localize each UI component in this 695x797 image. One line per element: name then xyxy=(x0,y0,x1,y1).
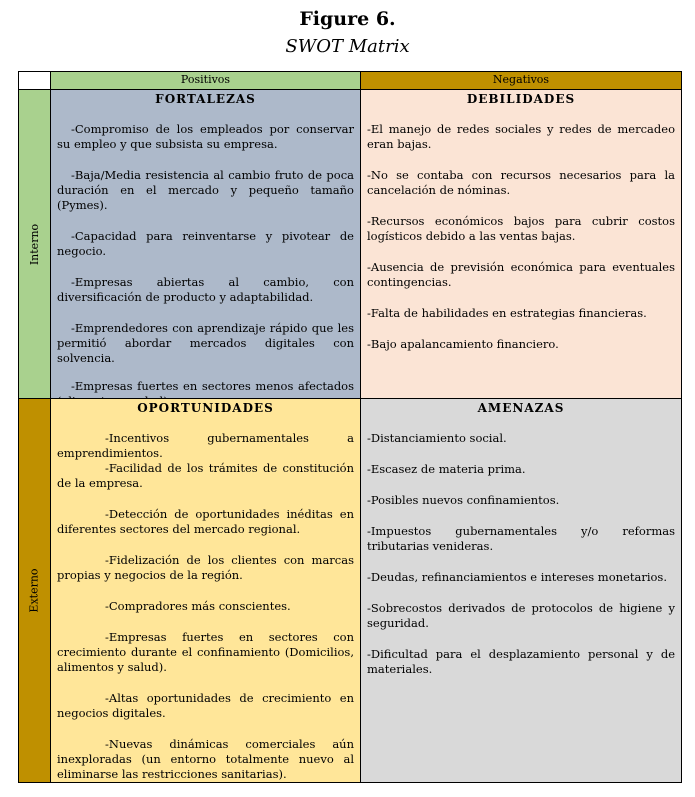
debilidades-title: DEBILIDADES xyxy=(466,92,576,106)
fortaleza-item: -Empresas abiertas al cambio, con diversificación de producto y adaptabilidad. xyxy=(57,275,354,304)
oportunidad-item: -Fidelización de los clientes con marcas propias y negocios de la región. xyxy=(57,553,354,582)
amenaza-item: -Impuestos gubernamentales y/o reformas tributarias venideras. xyxy=(367,524,675,553)
interno-header xyxy=(18,89,51,399)
amenaza-item: -Escasez de materia prima. xyxy=(367,462,526,476)
negativos-header: Negativos xyxy=(360,71,682,90)
fortalezas-quadrant xyxy=(50,89,361,399)
amenaza-item: -Posibles nuevos confinamientos. xyxy=(367,493,560,507)
figure-number: Figure 6. xyxy=(299,8,396,30)
amenazas-title: AMENAZAS xyxy=(477,401,565,415)
oportunidad-item: -Detección de oportunidades inéditas en diferentes sectores del mercado regional. xyxy=(57,507,354,536)
debilidad-item: -Ausencia de previsión económica para eventuales contingencias. xyxy=(367,260,675,289)
oportunidad-item: -Incentivos gubernamentales a emprendimientos. xyxy=(57,431,354,460)
fortaleza-item: -Capacidad para reinventarse y pivotear de negocio. xyxy=(57,229,354,258)
amenazas-quadrant xyxy=(360,398,682,783)
oportunidad-item: -Facilidad de los trámites de constitución de la empresa. xyxy=(57,461,354,490)
oportunidades-quadrant xyxy=(50,398,361,783)
interno-label: Interno xyxy=(28,223,42,265)
fortaleza-item: -Emprendedores con aprendizaje rápido que les permitió abordar mercados digitales con solvencia. xyxy=(57,321,354,365)
externo-label: Externo xyxy=(28,568,42,613)
amenaza-item: -Dificultad para el desplazamiento personal y de materiales. xyxy=(367,647,675,676)
debilidad-item: -Recursos económicos bajos para cubrir costos logísticos debido a las ventas bajas. xyxy=(367,214,675,243)
oportunidad-item: -Altas oportunidades de crecimiento en negocios digitales. xyxy=(57,691,354,720)
debilidad-item: -No se contaba con recursos necesarios para la cancelación de nóminas. xyxy=(367,168,675,197)
fortaleza-item: -Baja/Media resistencia al cambio fruto de poca duración en el mercado y pequeño tamaño (Pymes). xyxy=(57,168,354,212)
oportunidad-item: -Empresas fuertes en sectores con crecimiento durante el confinamiento (Domicilios, alimentos y salud). xyxy=(57,630,354,674)
externo-header xyxy=(18,398,51,783)
amenaza-item: -Sobrecostos derivados de protocolos de higiene y seguridad. xyxy=(367,601,675,630)
debilidad-item: -Bajo apalancamiento financiero. xyxy=(367,337,559,351)
corner-cell xyxy=(18,71,51,90)
oportunidad-item: -Compradores más conscientes. xyxy=(105,599,291,613)
debilidades-quadrant xyxy=(360,89,682,399)
oportunidades-title: OPORTUNIDADES xyxy=(137,401,274,415)
positivos-header: Positivos xyxy=(50,71,361,90)
amenaza-item: -Deudas, refinanciamientos e intereses monetarios. xyxy=(367,570,667,584)
figure-title: SWOT Matrix xyxy=(285,36,410,57)
debilidad-item: -Falta de habilidades en estrategias financieras. xyxy=(367,306,647,320)
oportunidad-item: -Nuevas dinámicas comerciales aún inexploradas (un entorno totalmente nuevo al eliminarse las restricciones sanitarias). xyxy=(57,737,354,781)
swot-matrix xyxy=(18,71,682,783)
amenaza-item: -Distanciamiento social. xyxy=(367,431,507,445)
debilidad-item: -El manejo de redes sociales y redes de mercadeo eran bajas. xyxy=(367,122,675,151)
fortaleza-item: -Empresas fuertes en sectores menos afectados xyxy=(71,379,354,393)
fortaleza-item: -Compromiso de los empleados por conservar su empleo y que subsista su empresa. xyxy=(57,122,354,151)
fortalezas-title: FORTALEZAS xyxy=(155,92,256,106)
